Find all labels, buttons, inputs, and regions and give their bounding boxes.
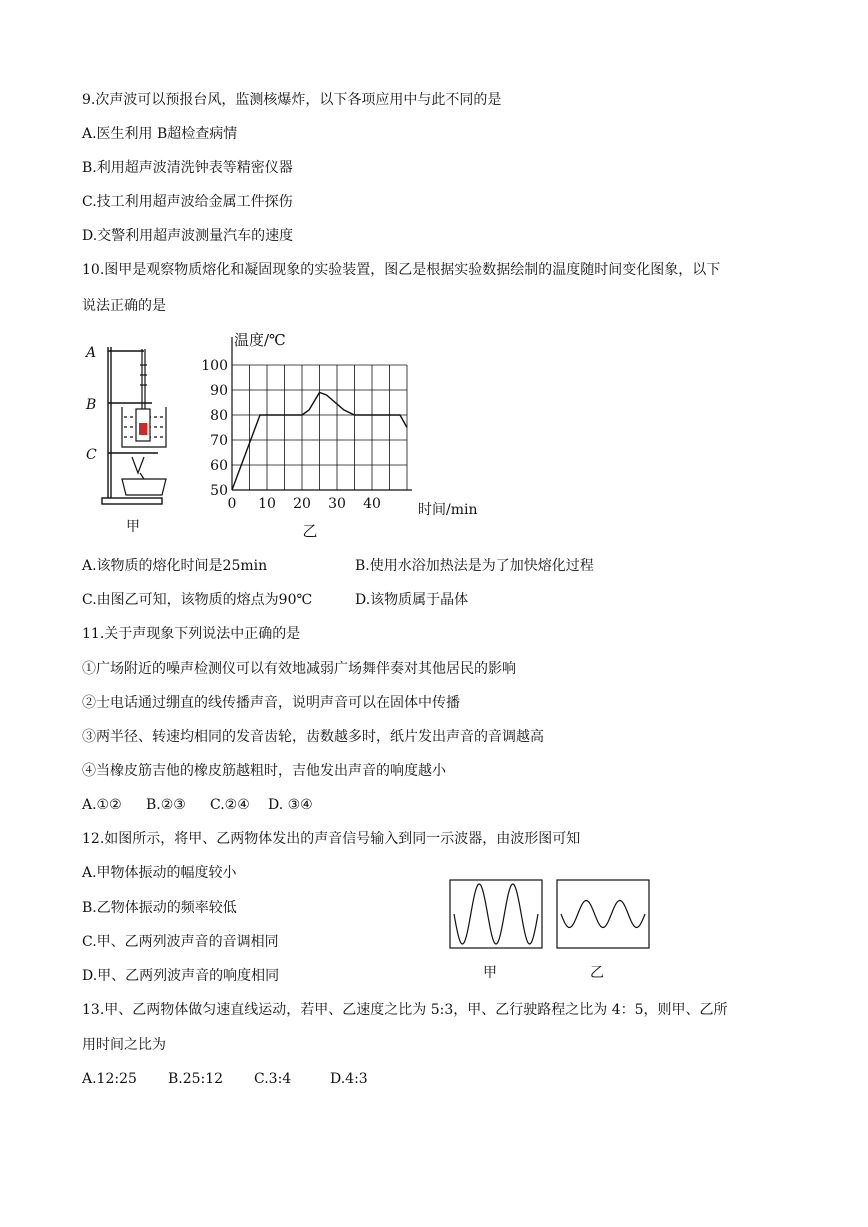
q10-option-a: A.该物质的熔化时间是25min — [82, 558, 268, 574]
burner — [122, 457, 166, 495]
q11-statement-4: ④当橡皮筋吉他的橡皮筋越粗时，吉他发出声音的响度越小 — [82, 763, 446, 779]
q13-stem-line1: 13.甲、乙两物体做匀速直线运动，若甲、乙速度之比为 5:3，甲、乙行驶路程之比为 4：5，则甲、乙所 — [82, 1002, 728, 1018]
q11-statement-3: ③两半径、转速均相同的发音齿轮，齿数越多时，纸片发出声音的音调越高 — [82, 729, 544, 745]
waveform-caption: 甲 — [483, 965, 497, 981]
q10-temperature-chart — [200, 325, 500, 540]
y-tick-label: 90 — [210, 383, 228, 399]
q13-option-c: C.3:4 — [254, 1071, 292, 1087]
y-tick-label: 50 — [210, 483, 228, 499]
oscilloscope-screen — [557, 880, 649, 948]
waveform-caption: 乙 — [590, 965, 604, 981]
q9-option-b: B.利用超声波清洗钟表等精密仪器 — [82, 160, 293, 176]
graph-caption: 乙 — [302, 522, 318, 540]
x-tick-label: 0 — [227, 496, 237, 512]
q11-option-b: B.②③ — [146, 797, 186, 813]
q9-option-c: C.技工利用超声波给金属工件探伤 — [82, 194, 293, 210]
apparatus-stand — [102, 347, 162, 504]
q13-option-b: B.25:12 — [168, 1071, 224, 1087]
q11-option-a: A.①② — [82, 797, 122, 813]
x-axis-label: 时间/min — [418, 502, 478, 518]
q13-option-d: D.4:3 — [330, 1071, 368, 1087]
x-tick-label: 40 — [363, 496, 381, 512]
apparatus-caption: 甲 — [126, 519, 140, 535]
q9-stem: 9.次声波可以预报台风，监测核爆炸，以下各项应用中与此不同的是 — [82, 92, 502, 108]
waveform — [561, 901, 645, 928]
chart-grid — [232, 365, 407, 490]
y-tick-label: 70 — [210, 433, 228, 449]
q10-option-d: D.该物质属于晶体 — [355, 592, 469, 608]
oscilloscope-screen — [450, 880, 542, 948]
q12-stem: 12.如图所示，将甲、乙两物体发出的声音信号输入到同一示波器，由波形图可知 — [82, 831, 581, 847]
y-tick-label: 100 — [201, 358, 228, 374]
q12-oscilloscope-figure — [445, 875, 655, 985]
q13-options — [82, 1069, 368, 1089]
x-tick-label: 10 — [258, 496, 276, 512]
q12-option-d: D.甲、乙两列波声音的响度相同 — [82, 968, 280, 984]
apparatus-label-c: C — [86, 447, 97, 463]
beaker — [122, 407, 166, 447]
q12-option-a: A.甲物体振动的幅度较小 — [82, 865, 237, 881]
waveform — [454, 884, 538, 944]
q9-option-d: D.交警利用超声波测量汽车的速度 — [82, 228, 294, 244]
q12-option-c: C.甲、乙两列波声音的音调相同 — [82, 934, 279, 950]
y-tick-label: 80 — [210, 408, 228, 424]
q10-option-c: C.由图乙可知，该物质的熔点为90℃ — [82, 592, 313, 608]
q13-stem-line2: 用时间之比为 — [82, 1037, 166, 1053]
q11-option-d: D. ③④ — [268, 797, 313, 813]
q11-statement-2: ②士电话通过绷直的线传播声音，说明声音可以在固体中传播 — [82, 695, 460, 711]
x-tick-label: 30 — [328, 496, 346, 512]
y-axis-label: 温度/℃ — [234, 331, 286, 349]
q12-option-b: B.乙物体振动的频率较低 — [82, 900, 237, 916]
q9-option-a: A.医生利用 B超检查病情 — [82, 126, 238, 142]
q10-apparatus-figure — [82, 335, 182, 535]
apparatus-label-a: A — [86, 345, 97, 361]
apparatus-label-b: B — [86, 397, 97, 413]
y-tick-label: 60 — [210, 458, 228, 474]
q11-stem: 11.关于声现象下列说法中正确的是 — [82, 626, 301, 642]
q13-option-a: A.12:25 — [82, 1071, 137, 1087]
q11-option-c: C.②④ — [210, 797, 250, 813]
q11-options — [82, 795, 313, 815]
q11-statement-1: ①广场附近的噪声检测仪可以有效地减弱广场舞伴奏对其他居民的影响 — [82, 661, 516, 677]
q10-option-b: B.使用水浴加热法是为了加快熔化过程 — [355, 558, 594, 574]
q10-stem-line1: 10.图甲是观察物质熔化和凝固现象的实验装置，图乙是根据实验数据绘制的温度随时间变化图象，以下 — [82, 262, 721, 278]
x-tick-label: 20 — [293, 496, 311, 512]
q10-stem-line2: 说法正确的是 — [82, 298, 166, 314]
